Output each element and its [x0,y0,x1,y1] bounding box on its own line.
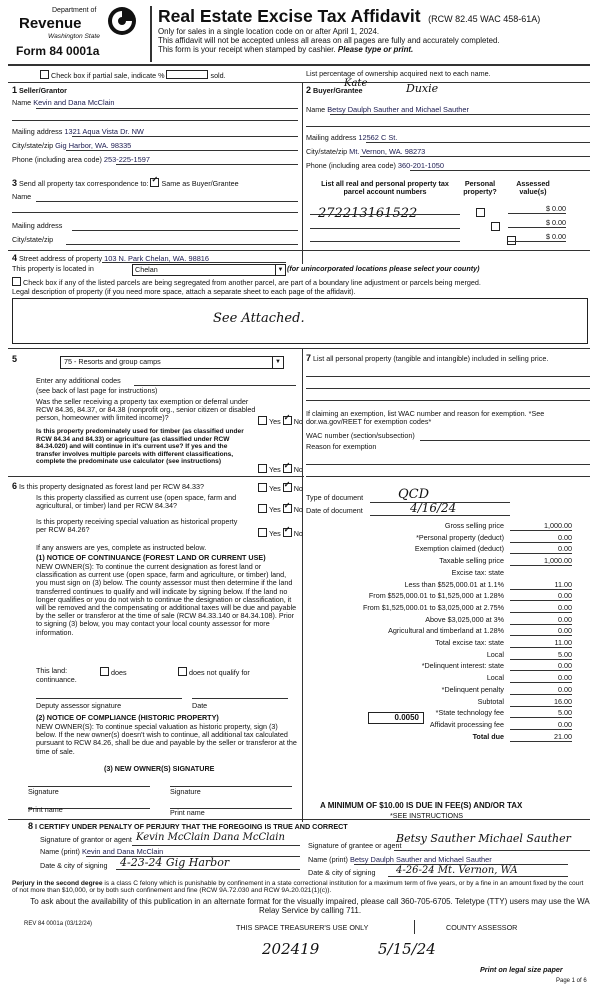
assessed-value-2[interactable]: $ 0.00 [508,219,566,228]
legal-description-text: See Attached. [213,311,305,326]
street-address-label: Street address of property [19,254,103,263]
same-as-buyer-label: Same as Buyer/Grantee [161,179,239,188]
section-1-number: 1 [12,85,18,95]
street-address-field[interactable]: 103 N. Park Chelan, WA. 98816 [104,254,210,263]
forest-land-question: Is this property designated as forest land per RCW 84.33? [19,482,204,491]
calc-row-label: *State technology fee [435,708,504,717]
notice-continuance-heading: (1) NOTICE OF CONTINUANCE (FOREST LAND OR CURRENT USE) [36,553,266,562]
calc-row-value[interactable]: 11.00 [510,580,572,590]
timber-question: Is this property predominately used for timber (as classified under RCW 84.34 and 84.33) or agriculture (as classified under RCW 84.34.020) and will continue in it's current use? If yes and the transfer involves multiple parcels with different classifications, complete the predominate use calculator (see instructions) [36,428,244,466]
partial-sale-label: Check box if partial sale, indicate % [51,71,165,80]
calc-row-value[interactable]: 0.00 [510,685,572,695]
buyer-mail-label: Mailing address [306,133,357,142]
calc-row-label: Total excise tax: state [435,638,504,647]
calc-row-value[interactable]: 1,000.00 [510,556,572,566]
no-label: No [293,465,303,474]
doc-date-field[interactable]: 4/16/24 [410,501,457,515]
page-number: Page 1 of 6 [556,978,587,984]
location-label: This property is located in [12,264,94,273]
does-not-qualify-checkbox[interactable] [178,667,187,676]
calc-row-value[interactable]: 5.00 [510,650,572,660]
current-use-question: Is this property classified as current use (open space, farm and agricultural, or timber) land per RCW 84.34? [36,493,237,511]
seller-city-field[interactable]: Gig Harbor, WA. 98335 [55,141,132,150]
treasurer-use-label: THIS SPACE TREASURER'S USE ONLY [236,923,369,932]
sec3-name-label: Name [12,192,32,201]
calc-row-value[interactable]: 0.00 [510,533,572,543]
legal-description-label: Legal description of property (if you need more space, attach a separate sheet to each page of the affidavit). [12,287,356,296]
instruction-line-3: This form is your receipt when stamped by cashier. [158,45,338,54]
forest-no-checkbox[interactable] [283,483,292,492]
chevron-down-icon: ▼ [275,265,285,275]
sec3-city-label: City/state/zip [12,235,54,244]
buyer-name-field[interactable]: Betsy Daulph Sauther and Michael Sauther [327,105,469,114]
does-label: does [111,668,127,677]
legal-description-field[interactable] [12,298,588,344]
exemption-no-checkbox[interactable] [283,416,292,425]
calc-row-label: Agricultural and timberland at 1.28% [388,626,504,635]
new-owner-signature-heading: (3) NEW OWNER(S) SIGNATURE [104,764,215,773]
assessed-value-3[interactable]: $ 0.00 [508,233,566,242]
notice-compliance-text: NEW OWNER(S): To continue special valuation as historic property, sign (3) below. If the new owner(s) doesn't wish to continue, all additional tax calculated pursuant to RCW 84.26, shall be due and payable by the seller or transferor at the time of sale. [36,722,297,756]
calc-row-label: Exemption claimed (deduct) [414,544,504,553]
grantee-signature-label: Signature of grantee or agent [308,841,402,850]
calc-row-label: Local [486,650,504,659]
calc-row-label: *Delinquent penalty [441,685,504,694]
minimum-due-note: A MINIMUM OF $10.00 IS DUE IN FEE(S) AND/OR TAX [320,801,523,810]
section-2-number: 2 [306,85,312,95]
exemption-question: Was the seller receiving a property tax exemption or deferral under RCW 84.36, 84.37, or 84.38 (nonprofit org., senior citizen or disabled person, homeowner with limited income)? [36,397,256,423]
calc-row-value[interactable]: 16.00 [510,697,572,707]
grantor-name-label: Name (print) [40,847,80,856]
if-any-note: If any answers are yes, complete as instructed below. [36,543,207,552]
buyer-heading: Buyer/Grantee [313,86,363,95]
revenue-label: Revenue [19,15,82,32]
personal-property-checkbox-1[interactable] [476,208,485,217]
continuance-label: continuance. [36,675,77,684]
new-owner-sig-label-1: Signature [28,787,59,796]
current-use-no-checkbox[interactable] [283,504,292,513]
calc-row-label: From $1,525,000.01 to $3,025,000 at 2.75% [362,603,504,612]
calc-row-value[interactable]: 0.00 [510,591,572,601]
calc-row-value[interactable]: 5.00 [510,708,572,718]
calc-row-label: Total due [472,732,504,741]
new-owner-print-label-2: Print name [170,808,205,817]
calc-row-label: *Delinquent interest: state [421,661,504,670]
calc-row-label: Less than $525,000.01 at 1.1% [404,580,504,589]
yes-label: Yes [269,529,281,538]
same-as-buyer-checkbox[interactable] [150,178,159,187]
calc-row-value[interactable]: 11.00 [510,638,572,648]
wac-number-label: WAC number (section/subsection) [306,431,415,440]
calc-row-value[interactable]: 0.00 [510,720,572,730]
location-value: Chelan [135,265,158,274]
new-owner-print-label-1: Print name [28,805,63,814]
section-6-number: 6 [12,481,18,491]
doc-date-label: Date of document [306,506,363,515]
sold-label: sold. [210,71,226,80]
grantor-date-label: Date & city of signing [40,861,108,870]
dept-label: Department of [52,7,97,14]
buyer-handwritten-note-2: Duxie [406,82,439,95]
historic-no-checkbox[interactable] [283,528,292,537]
calc-row-value[interactable]: 0.00 [510,615,572,625]
yes-label: Yes [269,484,281,493]
treasurer-stamp-date: 5/15/24 [378,940,436,958]
does-qualify-checkbox[interactable] [100,667,109,676]
historic-yes-checkbox[interactable] [258,528,267,537]
location-note: (for unincorporated locations please select your county) [287,264,480,273]
local-rate-value: 0.0050 [394,713,419,722]
rcw-ref: (RCW 82.45 WAC 458-61A) [428,14,541,24]
partial-sale-checkbox[interactable] [40,70,49,79]
correspondence-label: Send all property tax correspondence to: [19,179,149,188]
current-use-yes-checkbox[interactable] [258,504,267,513]
partial-percent-input[interactable] [166,70,208,79]
grantor-name-field[interactable]: Kevin and Dana McClain [81,847,164,856]
perjury-heading: Perjury in the second degree [12,880,103,887]
buyer-name-label: Name [306,105,326,114]
no-label: No [293,505,303,514]
forest-yes-checkbox[interactable] [258,483,267,492]
personal-property-heading: Personal property? [463,179,497,197]
grantee-date-field[interactable]: 4-26-24 Mt. Vernon, WA [396,865,518,876]
no-label: No [293,529,303,538]
parcel-list-heading: List all real and personal property tax parcel account numbers [321,179,449,197]
calc-row-label: Taxable selling price [439,556,504,565]
calc-row-value[interactable]: 0.00 [510,626,572,636]
calc-row-label: Subtotal [477,697,504,706]
buyer-city-field[interactable]: Mt. Vernon, WA. 98273 [349,147,426,156]
form-number: Form 84 0001a [16,44,100,58]
additional-codes-label: Enter any additional codes [36,376,121,385]
notice-compliance-heading: (2) NOTICE OF COMPLIANCE (HISTORIC PROPERTY) [36,713,219,722]
calc-row-value[interactable]: 0.00 [510,673,572,683]
form-title: Real Estate Excise Tax Affidavit [158,6,421,26]
legal-size-note: Print on legal size paper [480,965,563,974]
calc-row-value[interactable]: 21.00 [510,732,572,742]
section-3-number: 3 [12,178,18,188]
timber-yes-checkbox[interactable] [258,464,267,473]
personal-property-label: List all personal property (tangible and intangible) included in selling price. [313,354,549,363]
location-select[interactable] [132,264,286,276]
local-rate-field[interactable] [368,712,424,724]
sec3-mail-label: Mailing address [12,221,63,230]
yes-label: Yes [269,465,281,474]
buyer-city-label: City/state/zip [306,147,348,156]
segregated-label: Check box if any of the listed parcels are being segregated from another parcel, are part of a boundary line adjustment or parcels being merged. [23,278,481,287]
county-assessor-label: COUNTY ASSESSOR [446,923,518,932]
revision-label: REV 84 0001a (03/12/24) [24,921,93,927]
calc-row-label: Gross selling price [444,521,504,530]
historic-question: Is this property receiving special valuation as historical property per RCW 84.26? [36,517,238,535]
calc-row-value[interactable]: 1,000.00 [510,521,572,531]
treasurer-stamp-number: 202419 [262,940,320,958]
section-5-number: 5 [12,354,18,364]
buyer-phone-label: Phone (including area code) [306,161,396,170]
calc-row-label: From $525,000.01 to $1,525,000 at 1.28% [368,591,504,600]
seller-mail-label: Mailing address [12,127,63,136]
accessibility-note: To ask about the availability of this publication in an alternate format for the visually impaired, please call 360-705-6705. Teletype (TTY) users may use the WA Relay Service by calling 711. [30,897,590,916]
calc-row-label: Local [486,673,504,682]
calc-row-value[interactable]: 0.00 [510,661,572,671]
section-7-number: 7 [306,353,312,363]
reason-label: Reason for exemption [306,442,377,451]
state-label: Washington State [48,33,100,40]
seller-name-field[interactable]: Kevin and Dana McClain [33,98,115,107]
exemption-yes-checkbox[interactable] [258,416,267,425]
grantee-signature-field[interactable]: Betsy Sauther Michael Sauther [396,832,571,845]
exemption-claim-label: If claiming an exemption, list WAC number and reason for exemption. *See dor.wa.gov/REET for exemption codes* [306,409,545,427]
instruction-line-1: Only for sales in a single location code on or after April 1, 2024. [158,27,380,36]
ownership-note: List percentage of ownership acquired next to each name. [306,69,491,78]
calc-row-value[interactable]: 0.00 [510,603,572,613]
see-instructions-note: *SEE INSTRUCTIONS [390,811,464,820]
calc-row-value[interactable]: 0.00 [510,544,572,554]
calc-row-label: Affidavit processing fee [429,720,504,729]
seller-name-label: Name [12,98,32,107]
section-8-number: 8 [28,821,34,831]
see-instructions-label: (see back of last page for instructions) [36,386,158,395]
land-use-select[interactable] [60,356,284,369]
seller-heading: Seller/Grantor [19,86,67,95]
buyer-handwritten-note-1: Kate [344,78,368,89]
calc-row-label: *Personal property (deduct) [416,533,504,542]
buyer-mail-field[interactable]: 12562 C St. [358,133,398,142]
certify-statement: I CERTIFY UNDER PENALTY OF PERJURY THAT THE FOREGOING IS TRUE AND CORRECT [35,822,348,831]
timber-no-checkbox[interactable] [283,464,292,473]
segregated-checkbox[interactable] [12,277,21,286]
doc-type-field[interactable]: QCD [398,487,430,502]
chevron-down-icon: ▼ [272,357,283,368]
new-owner-sig-label-2: Signature [170,787,201,796]
seller-city-label: City/state/zip [12,141,54,150]
deputy-date-label: Date [192,701,208,710]
assessed-value-1[interactable]: $ 0.00 [508,205,566,214]
no-label: No [293,484,303,493]
calc-row-label: Excise tax: state [451,568,504,577]
instruction-line-2: This affidavit will not be accepted unless all areas on all pages are fully and accurately completed. [158,36,500,45]
land-use-value: 75 - Resorts and group camps [64,357,161,366]
yes-label: Yes [269,417,281,426]
grantee-name-label: Name (print) [308,855,348,864]
grantor-signature-field[interactable]: Kevin McClain Dana McClain [136,832,285,843]
doc-type-label: Type of document [306,493,364,502]
buyer-phone-field[interactable]: 360-201-1050 [397,161,444,170]
deputy-signature-label: Deputy assessor signature [36,701,122,710]
yes-label: Yes [269,505,281,514]
no-label: No [293,417,303,426]
perjury-text: is a class C felony which is punishable by confinement in a state correctional institution for a maximum term of five years, or by a fine in an amount fixed by the court of not more than $10,000, or by both such confinement and fine (RCW 9A.72.030 and RCW 9A.20.021(1)(c)). [12,880,584,895]
section-4-number: 4 [12,253,18,263]
calc-row-label: Above $3,025,000 at 3% [425,615,504,624]
seller-phone-field[interactable]: 253-225-1597 [103,155,150,164]
does-not-label: does not qualify for [189,668,250,677]
assessed-value-heading: Assessed value(s) [516,179,550,197]
notice-continuance-text: NEW OWNER(S): To continue the current designation as forest land or classification as current use (open space, farm and agriculture, or timber) land, you must sign on (3) below. The county assessor must then determine if the land transferred continues to qualify and will indicate by signing below. If the land no longer qualifies or you do not wish to continue the designation or classification, it will be removed and the compensating or additional taxes will be due and payable by the seller or transferor at the time of sale (RCW 84.33.140 or 84.34.108). Prior to signing (3) below, you may contact your local county assessor for more information. [36,562,297,637]
personal-property-checkbox-2[interactable] [491,222,500,231]
grantor-signature-label: Signature of grantor or agent [40,835,132,844]
seller-phone-label: Phone (including area code) [12,155,102,164]
grantee-date-label: Date & city of signing [308,868,376,877]
parcel-number-field[interactable]: 272213161522 [318,206,418,221]
this-land-label: This land: [36,666,68,675]
grantee-name-field[interactable]: Betsy Daulph Sauther and Michael Sauther [349,855,492,864]
grantor-date-field[interactable]: 4-23-24 Gig Harbor [120,856,230,869]
revenue-swirl-icon [107,6,137,36]
seller-mail-field[interactable]: 1321 Aqua Vista Dr. NW [64,127,144,136]
type-or-print-note: Please type or print. [337,45,414,54]
